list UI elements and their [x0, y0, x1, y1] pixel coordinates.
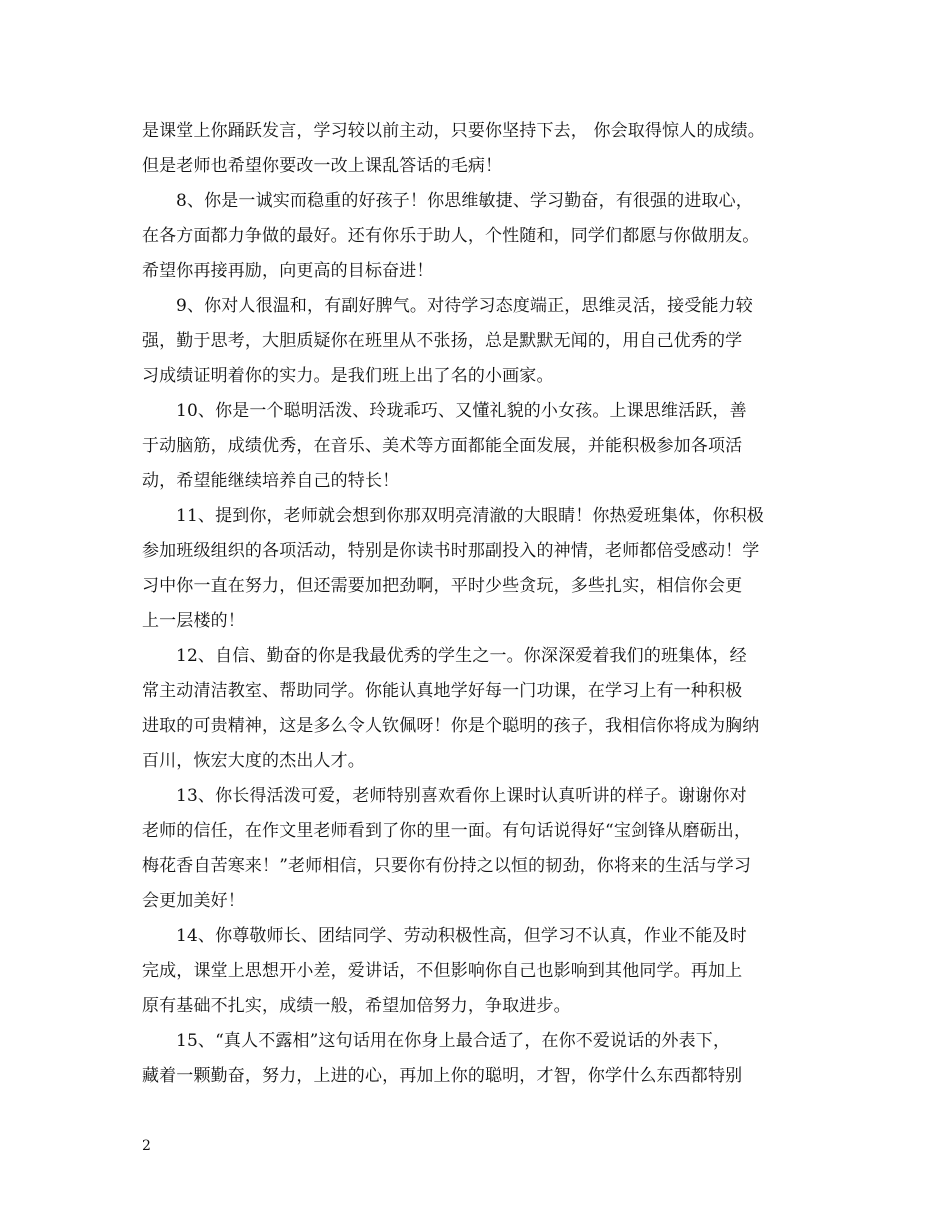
text-line: 但是老师也希望你要改一改上课乱答话的毛病！	[142, 156, 503, 176]
text-line: 11、提到你，老师就会想到你那双明亮清澈的大眼睛！你热爱班集体，你积极	[176, 506, 764, 526]
text-line: 常主动清洁教室、帮助同学。你能认真地学好每一门功课，在学习上有一种积极	[142, 681, 743, 701]
text-line: 会更加美好！	[142, 891, 245, 911]
text-line: 原有基础不扎实，成绩一般，希望加倍努力，争取进步。	[142, 996, 571, 1016]
text-line: 15、“真人不露相”这句话用在你身上最合适了，在你不爱说话的外表下，	[176, 1031, 731, 1051]
text-line: 进取的可贵精神，这是多么令人钦佩呀！你是个聪明的孩子，我相信你将成为胸纳	[142, 716, 760, 736]
text-line: 动，希望能继续培养自己的特长！	[142, 471, 400, 491]
text-line: 完成，课堂上思想开小差，爱讲话，不但影响你自己也影响到其他同学。再加上	[142, 961, 743, 981]
text-line: 12、自信、勤奋的你是我最优秀的学生之一。你深深爱着我们的班集体，经	[176, 646, 747, 666]
text-line: 百川，恢宏大度的杰出人才。	[142, 751, 365, 771]
text-line: 老师的信任，在作文里老师看到了你的里一面。有句话说得好“宝剑锋从磨砺出，	[142, 821, 752, 841]
text-line: 在各方面都力争做的最好。还有你乐于助人，个性随和，同学们都愿与你做朋友。	[142, 226, 760, 246]
text-line: 习中你一直在努力，但还需要加把劲啊，平时少些贪玩，多些扎实，相信你会更	[142, 576, 743, 596]
document-body	[142, 114, 822, 1094]
text-line: 上一层楼的！	[142, 611, 245, 631]
text-line: 13、你长得活泼可爱，老师特别喜欢看你上课时认真听讲的样子。谢谢你对	[176, 786, 747, 806]
text-line: 10、你是一个聪明活泼、玲珑乖巧、又懂礼貌的小女孩。上课思维活跃，善	[176, 401, 747, 421]
text-line: 于动脑筋，成绩优秀，在音乐、美术等方面都能全面发展，并能积极参加各项活	[142, 436, 743, 456]
text-line: 强，勤于思考，大胆质疑你在班里从不张扬，总是默默无闻的，用自己优秀的学	[142, 331, 743, 351]
text-line: 14、你尊敬师长、团结同学、劳动积极性高，但学习不认真，作业不能及时	[176, 926, 747, 946]
text-line: 8、你是一诚实而稳重的好孩子！你思维敏捷、学习勤奋，有很强的进取心，	[176, 191, 753, 211]
text-line: 藏着一颗勤奋，努力，上进的心，再加上你的聪明，才智，你学什么东西都特别	[142, 1066, 743, 1086]
text-line: 梅花香自苦寒来！”老师相信，只要你有份持之以恒的韧劲，你将来的生活与学习	[142, 856, 752, 876]
text-line: 希望你再接再励，向更高的目标奋进！	[142, 261, 434, 281]
page-number: 2	[142, 1138, 151, 1154]
text-line: 参加班级组织的各项活动，特别是你读书时那副投入的神情，老师都倍受感动！学	[142, 541, 760, 561]
text-line: 习成绩证明着你的实力。是我们班上出了名的小画家。	[142, 366, 554, 386]
text-line: 是课堂上你踊跃发言，学习较以前主动，只要你坚持下去， 你会取得惊人的成绩。	[142, 121, 765, 141]
text-line: 9、你对人很温和，有副好脾气。对待学习态度端正，思维灵活，接受能力较	[176, 296, 753, 316]
